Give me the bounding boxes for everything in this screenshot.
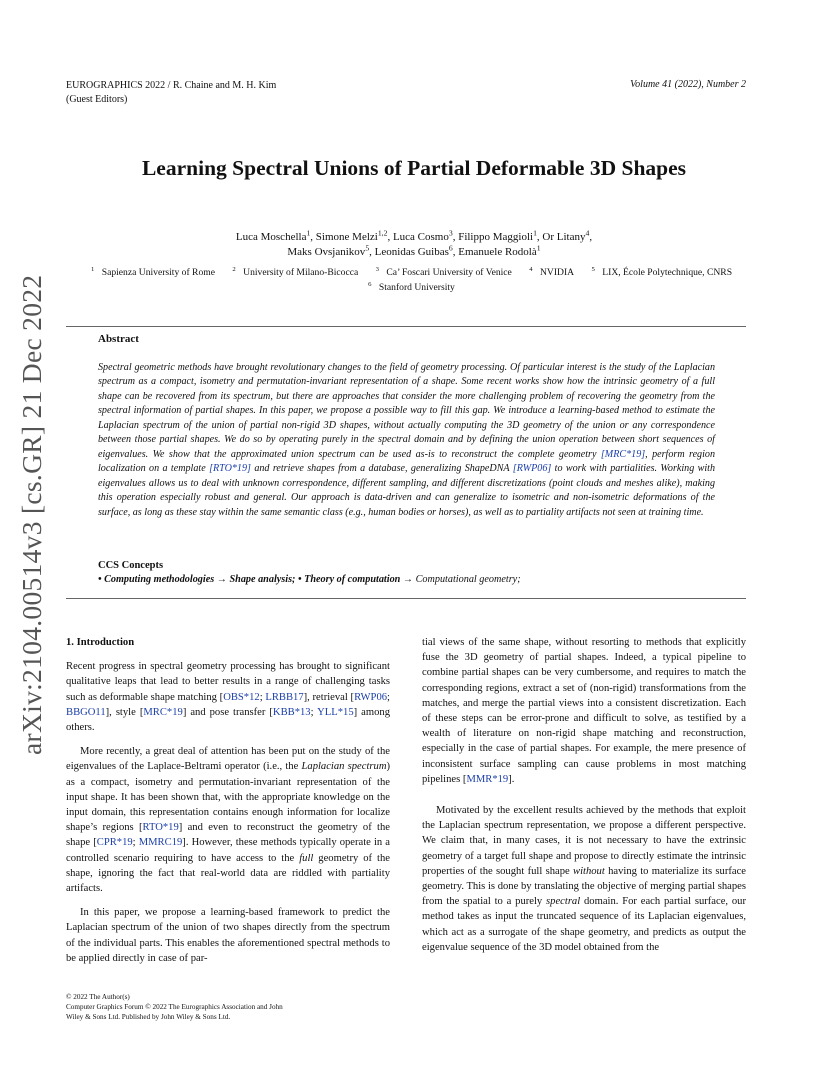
author: Leonidas Guibas [374,246,449,258]
right-column [422,635,746,964]
citation-link[interactable]: MRC*19 [143,706,183,718]
journal-header [66,79,276,107]
affiliation: $^6$ Stanford University [368,280,455,293]
citation-link[interactable]: MMR*19 [466,773,509,785]
author: Maks Ovsjanikov [287,246,366,258]
affil-mark: 1 [536,243,541,253]
abstract-heading: Abstract [98,333,139,345]
affil-mark: 1 [306,228,311,238]
divider [66,598,746,599]
author: Emanuele Rodolà [458,246,537,258]
left-column [66,635,390,975]
paragraph: Motivated by the excellent results achieved by the methods that exploit the Laplacian spectrum representation, we propose a different perspective. We claim that, in many cases, it is not necessary to have the extrinsic geometry of a target full shape and propose to directly estimate the intrinsic properties of the sought full shape without having to materialize its surface geometry. This is done by translating the objective of merging partial shapes from the spatial to a purely spectral domain. For each partial surface, our method takes as input the truncated sequence of its Laplacian eigenvalues, which act as a surrogate of the shape geometry, and predicts as output the eigenvalue sequence of the 3D model obtained from the [422,805,746,953]
affiliation: $^2$ University of Milano-Bicocca [232,265,359,278]
authors-line-1: Luca Moschella$^1$, Simone Melzi$^{1,2}$, Luca Cosmo$^3$, Filippo Maggioli$^1$, Or Litany$^4$, [235,228,593,243]
citation-link[interactable]: RWP06 [354,691,388,703]
citation-link[interactable]: BBGO11 [66,706,106,718]
paragraph: More recently, a great deal of attention has been put on the study of the eigenvalues of the Laplace-Beltrami operator (i.e., the Laplacian spectrum) as a compact, isometry and permutation-invariant representation of the input shape. It has been shown that, with the appropriate knowledge on the input domain, this representation contains enough information for localize shape’s regions [RTO*19] and even to reconstruct the geometry of the shape [CPR*19; MMRC19]. However, these methods typically operate in a controlled scenario requiring to have access to the full geometry of the shape, ignoring the fact that real-world data are riddled with partiality artifacts. [66,746,391,895]
copyright-footer [66,992,366,1022]
affiliation: $^4$ NVIDIA [529,265,575,278]
authors-line-2: Maks Ovsjanikov$^5$, Leonidas Guibas$^6$, Emanuele Rodolà$^1$ [287,243,541,258]
journal-line: EUROGRAPHICS 2022 / R. Chaine and M. H. Kim [66,80,277,91]
editors-line: (Guest Editors) [66,94,128,105]
author: Luca Cosmo [392,231,449,243]
affiliation: $^1$ Sapienza University of Rome [90,265,215,278]
copyright-line: Wiley & Sons Ltd. Published by John Wiley & Sons Ltd. [66,1013,231,1021]
paragraph: In this paper, we propose a learning-based framework to predict the Laplacian spectrum of the union of two shapes directly from the spectrum of the individual parts. This enables the aforementioned spectral methods to be applied directly in case of par- [66,907,390,964]
arxiv-stamp: arXiv:2104.00514v3 [cs.GR] 21 Dec 2022 [16,274,47,755]
section-heading: 1. Introduction [66,637,135,648]
affil-mark: 3 [448,228,453,238]
author: Or Litany [542,231,586,243]
author-list [0,230,828,260]
author: Luca Moschella [235,231,307,243]
citation-link[interactable]: MMRC19 [138,837,183,849]
affiliations [0,265,828,295]
affil-mark: 5 [365,243,370,253]
abstract-text: Spectral geometric methods have brought revolutionary changes to the field of geometry processing. Of particular interest is the study of the Laplacian spectrum as a compact, isometry and permutation-invariant representation of a shape. Some recent works show how the intrinsic geometry of a full shape can be recovered from its spectrum, but there are approaches that consider the more challenging problem of recovering the geometry from the spectral information of partial shapes. In this paper, we propose a possible way to fill this gap. We introduce a learning-based method to estimate the Laplacian spectrum of the union of partial non-rigid 3D shapes, without actually computing the 3D geometry of the union or any correspondence between those partial shapes. We do so by operating purely in the spectral domain and by defining the union operation between short sequences of eigenvalues. We show that the approximated union spectrum can be used as-is to reconstruct the complete geometry [MRC*19], perform region localization on a template [RTO*19] and retrieve shapes from a database, generalizing ShapeDNA [RWP06] to work with partialities. Working with eigenvalues allows us to deal with unknown correspondence, different sampling, and different discretizations (point clouds and meshes alike), making this operation especially robust and general. Our approach is data-driven and can generalize to isometric and non-isometric deformations of the surface, as long as these stay within the same semantic class (e.g., human bodies or horses), as well as to partiality artifacts not seen at training time. [98,362,716,518]
copyright-line: © 2022 The Author(s) [66,993,130,1001]
citation-link[interactable]: LRBB17 [265,691,304,703]
paragraph: Recent progress in spectral geometry processing has brought to significant qualitative leaps that lead to better results in a range of challenging tasks such as deformable shape matching [OBS*12; LRBB17], retrieval [RWP06; BBGO11], style [MRC*19] and pose transfer [KBB*13; YLL*15] among others. [66,661,390,734]
citation-link[interactable]: YLL*15 [317,706,354,718]
citation-link[interactable]: RTO*19 [142,822,179,834]
citation-link[interactable]: [RTO*19] [209,463,251,475]
affiliation: $^3$ Ca’ Foscari University of Venice [375,265,512,278]
ccs-heading: CCS Concepts [98,560,164,571]
affil-mark: 6 [448,243,453,253]
citation-link[interactable]: CPR*19 [96,837,133,849]
paragraph: tial views of the same shape, without resorting to methods that explicitly fuse the 3D geometry of partial shapes. Indeed, a typical pipeline to combine partial shapes can be very cumbersome, and requires to match the corresponding regions, extract a set of (non-rigid) transformations from the matches, and merge the partial views into a consistent discretization. Each of these steps can be error-prone and difficult to solve, as testified by a wealth of literature on non-rigid shape matching and reconstruction, especially in the case of partial shapes. For example, the mere presence of inconsistent surface sampling can cause problems in most matching pipelines [MMR*19]. [422,637,746,785]
paper-title: Learning Spectral Unions of Partial Deformable 3D Shapes [141,156,687,180]
affiliations-line-1 [0,265,828,280]
citation-link[interactable]: KBB*13 [272,706,311,718]
volume-info: Volume 41 (2022), Number 2 [630,79,746,90]
author: Filippo Maggioli [458,231,534,243]
affiliations-line-2 [0,280,828,295]
citation-link[interactable]: [MRC*19] [600,448,646,460]
affiliation: $^5$ LIX, École Polytechnique, CNRS [591,265,733,278]
citation-link[interactable]: OBS*12 [223,691,260,703]
citation-link[interactable]: [RWP06] [512,463,552,475]
ccs-concepts: • Computing methodologies → Shape analysis; • Theory of computation → Computational geometry; [98,574,521,585]
affil-mark: 1,2 [377,228,388,238]
affil-mark: 4 [585,228,590,238]
divider [66,326,746,327]
author: Simone Melzi [315,231,378,243]
affil-mark: 1 [533,228,537,238]
copyright-line: Computer Graphics Forum © 2022 The Eurographics Association and John [66,1003,283,1011]
